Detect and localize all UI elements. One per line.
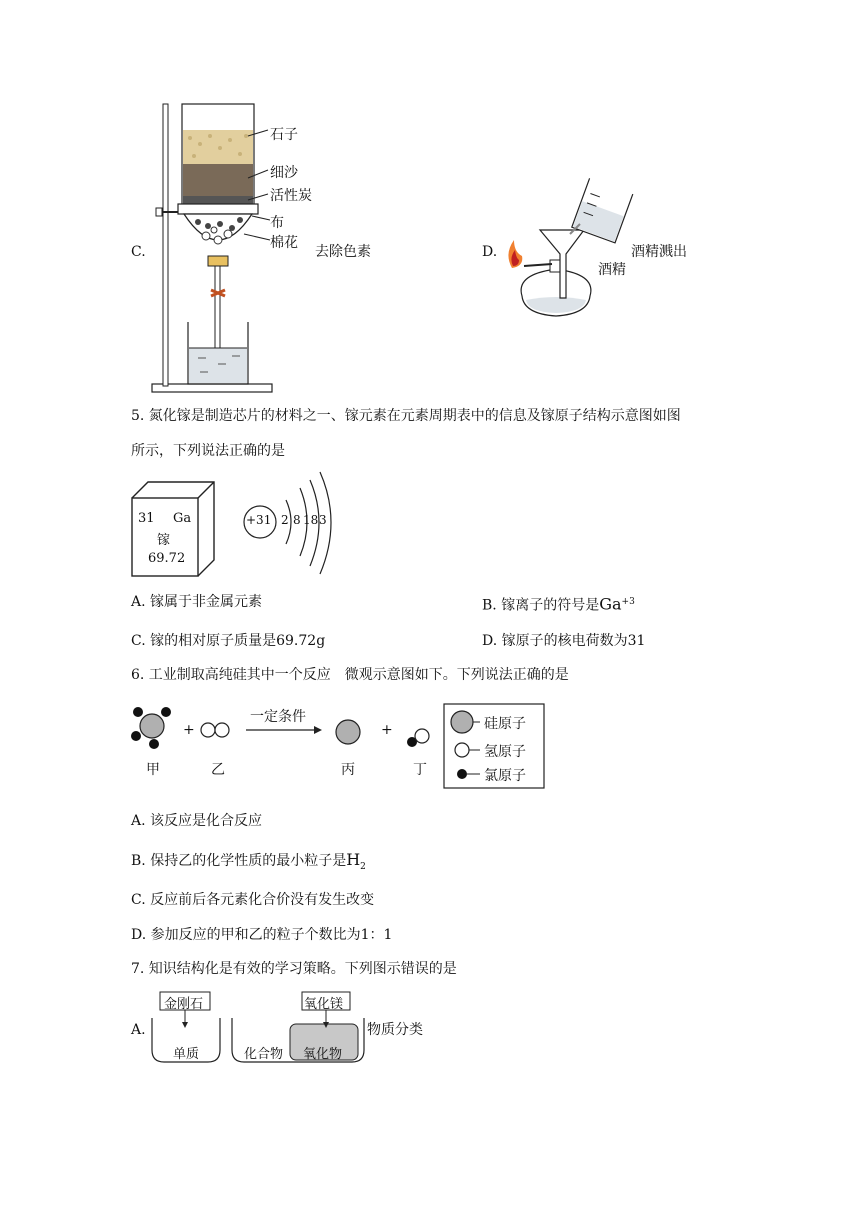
hydrogen-subscript: 2 xyxy=(360,861,366,872)
q5-option-a: A. 镓属于非金属元素 xyxy=(131,594,263,610)
reaction-plus-2: + xyxy=(381,722,393,738)
q5-option-b xyxy=(482,593,635,615)
box-simple-substance: 单质 xyxy=(173,1047,200,1062)
label-jia: 甲 xyxy=(146,762,160,778)
legend-chlorine: 氯原子 xyxy=(484,768,526,784)
q7-option-a-letter: A. xyxy=(131,1022,146,1038)
atom-shell-4: 3 xyxy=(319,513,327,527)
q6-option-a: A. 该反应是化合反应 xyxy=(131,813,263,829)
legend-silicon: 硅原子 xyxy=(484,716,526,732)
filter-apparatus-figure xyxy=(148,100,278,398)
box-compound: 化合物 xyxy=(244,1047,284,1062)
cell-atomic-number: 31 xyxy=(138,511,155,526)
legend-hydrogen: 氢原子 xyxy=(484,744,526,760)
option-d-caption: 酒精溅出 xyxy=(631,244,687,260)
label-ding: 丁 xyxy=(413,762,427,778)
label-stone: 石子 xyxy=(270,127,298,143)
atom-nucleus: +31 xyxy=(246,513,272,527)
label-alcohol: 酒精 xyxy=(598,262,626,278)
alcohol-lamp-figure xyxy=(500,178,635,326)
box-oxide: 氧化物 xyxy=(303,1047,343,1062)
label-bing: 丙 xyxy=(341,762,355,778)
cell-symbol: Ga xyxy=(173,511,192,526)
q6-option-d: D. 参加反应的甲和乙的粒子个数比为1：1 xyxy=(131,927,393,943)
label-cotton: 棉花 xyxy=(270,235,298,251)
box-diamond: 金刚石 xyxy=(164,997,204,1012)
q6-option-c: C. 反应前后各元素化合价没有发生改变 xyxy=(131,892,375,908)
option-c-caption: 去除色素 xyxy=(315,244,371,260)
gallium-charge: +3 xyxy=(621,597,635,607)
box-magnesium-oxide: 氧化镁 xyxy=(304,997,344,1012)
option-d-letter: D. xyxy=(482,244,498,260)
atom-shell-1: 2 xyxy=(281,513,289,527)
q5-option-b-text: B. 镓离子的符号是 xyxy=(482,597,600,614)
label-carbon: 活性炭 xyxy=(270,188,312,204)
q5-option-d: D. 镓原子的核电荷数为31 xyxy=(482,633,646,649)
atom-shell-2: 8 xyxy=(293,513,301,527)
cell-mass: 69.72 xyxy=(148,551,186,566)
q6-stem: 6. 工业制取高纯硅其中一个反应 微观示意图如下。下列说法正确的是 xyxy=(131,667,569,683)
hydrogen-formula: H xyxy=(346,850,361,869)
atom-shell-3: 18 xyxy=(303,513,319,527)
q5-stem-line1: 5. 氮化镓是制造芯片的材料之一、镓元素在元素周期表中的信息及镓原子结构示意图如图 xyxy=(131,408,681,424)
cell-name: 镓 xyxy=(157,533,171,548)
q7-stem: 7. 知识结构化是有效的学习策略。下列图示错误的是 xyxy=(131,961,457,977)
q5-option-c: C. 镓的相对原子质量是69.72g xyxy=(131,633,326,649)
option-c-letter: C. xyxy=(131,244,146,260)
reaction-plus-1: + xyxy=(183,722,195,738)
reaction-condition: 一定条件 xyxy=(250,709,306,725)
q6-option-b-text: B. 保持乙的化学性质的最小粒子是 xyxy=(131,853,347,869)
q6-option-b xyxy=(131,851,366,876)
label-yi: 乙 xyxy=(211,762,225,778)
label-sand: 细沙 xyxy=(270,165,298,181)
q7-option-a-caption: 物质分类 xyxy=(367,1022,423,1038)
label-cloth: 布 xyxy=(270,215,284,231)
gallium-symbol: Ga xyxy=(599,594,622,614)
q5-stem-line2: 所示，下列说法正确的是 xyxy=(131,443,285,459)
